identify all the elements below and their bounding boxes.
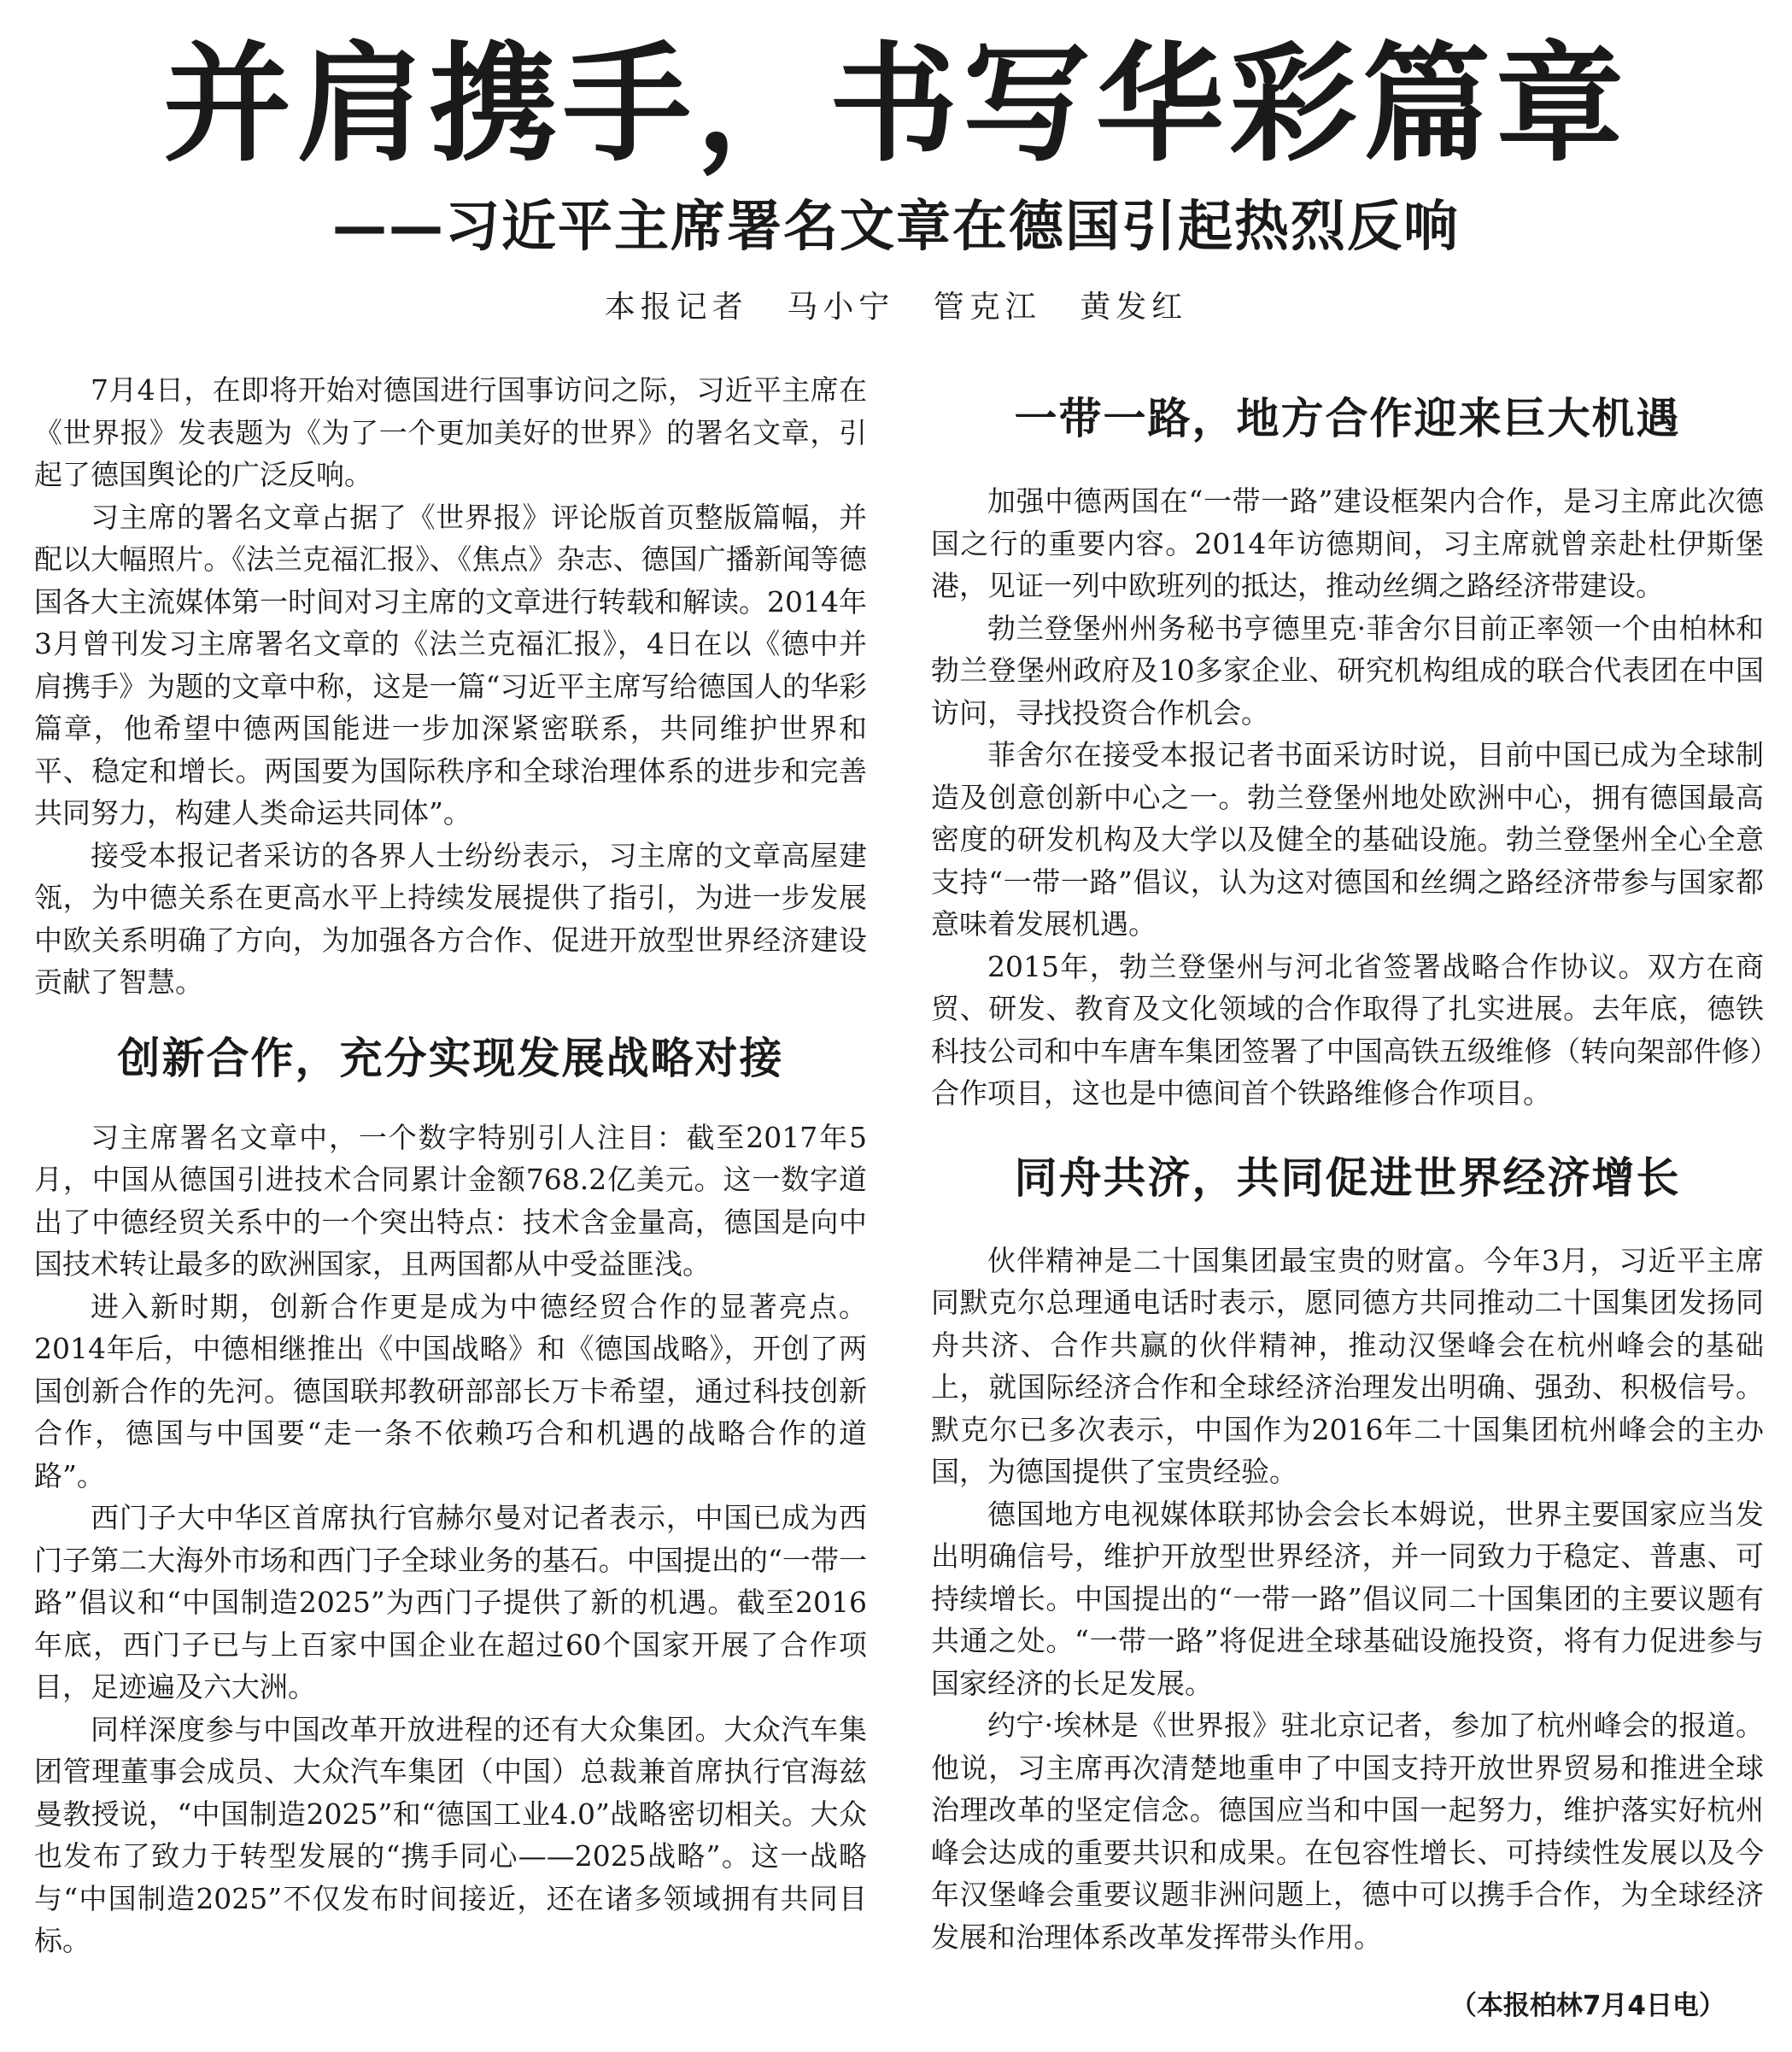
intro-paragraph: 7月4日，在即将开始对德国进行国事访问之际，习近平主席在《世界报》发表题为《为了一个更加美好的世界》的署名文章，引起了德国舆论的广泛反响。: [34, 373, 867, 491]
byline: [0, 286, 1792, 329]
body-paragraph: 习主席署名文章中，一个数字特别引人注目：截至2017年5月，中国从德国引进技术合同累计金额768.2亿美元。这一数字道出了中德经贸关系中的一个突出特点：技术含金量高，德国是向中国技术转让最多的欧洲国家，且两国都从中受益匪浅。: [34, 1120, 867, 1281]
headline: 并肩携手，书写华彩篇章: [162, 31, 1629, 179]
body-paragraph: 同样深度参与中国改革开放进程的还有大众集团。大众汽车集团管理董事会成员、大众汽车集团（中国）总裁兼首席执行官海兹曼教授说，“中国制造2025”和“德国工业4.0”战略密切相关。大众也发布了致力于转型发展的“携手同心——2025战略”。这一战略与“中国制造2025”不仅发布时间接近，还在诸多领域拥有共同目标。: [34, 1712, 867, 1957]
body-paragraph: 约宁·埃林是《世界报》驻北京记者，参加了杭州峰会的报道。他说，习主席再次清楚地重申了中国支持开放世界贸易和推进全球治理改革的坚定信念。德国应当和中国一起努力，维护落实好杭州峰会达成的重要共识和成果。在包容性增长、可持续性发展以及今年汉堡峰会重要议题非洲问题上，德中可以携手合作，为全球经济发展和治理体系改革发挥带头作用。: [931, 1709, 1764, 1954]
section-heading: 一带一路，地方合作迎来巨大机遇: [1014, 394, 1681, 443]
section-heading: 同舟共济，共同促进世界经济增长: [1014, 1152, 1681, 1203]
body-paragraph: 勃兰登堡州州务秘书亨德里克·菲舍尔目前正率领一个由柏林和勃兰登堡州政府及10多家企业、研究机构组成的联合代表团在中国访问，寻找投资合作机会。: [931, 611, 1764, 730]
body-paragraph: 德国地方电视媒体联邦协会会长本姆说，世界主要国家应当发出明确信号，维护开放型世界经济，并一同致力于稳定、普惠、可持续增长。中国提出的“一带一路”倡议同二十国集团的主要议题有共通之处。“一带一路”将促进全球基础设施投资，将有力促进参与国家经济的长足发展。: [931, 1497, 1764, 1700]
byline-prefix: 本报记者: [604, 290, 748, 325]
dateline: （本报柏林7月4日电）: [1449, 1990, 1725, 2021]
body-paragraph: 西门子大中华区首席执行官赫尔曼对记者表示，中国已成为西门子第二大海外市场和西门子全球业务的基石。中国提出的“一带一路”倡议和“中国制造2025”为西门子提供了新的机遇。截至2016年底，西门子已与上百家中国企业在超过60个国家开展了合作项目，足迹遍及六大洲。: [34, 1501, 867, 1703]
section-heading: 创新合作，充分实现发展战略对接: [117, 1033, 784, 1083]
body-paragraph: 进入新时期，创新合作更是成为中德经贸合作的显著亮点。2014年后，中德相继推出《中国战略》和《德国战略》，开创了两国创新合作的先河。德国联邦教研部部长万卡希望，通过科技创新合作，德国与中国要“走一条不依赖巧合和机遇的战略合作的道路”。: [34, 1289, 867, 1492]
body-paragraph: 伙伴精神是二十国集团最宝贵的财富。今年3月，习近平主席同默克尔总理通电话时表示，愿同德方共同推动二十国集团发扬同舟共济、合作共赢的伙伴精神，推动汉堡峰会在杭州峰会的基础上，就国际经济合作和全球经济治理发出明确、强劲、积极信号。默克尔已多次表示，中国作为2016年二十国集团杭州峰会的主办国，为德国提供了宝贵经验。: [931, 1243, 1764, 1488]
body-paragraph: 菲舍尔在接受本报记者书面采访时说，目前中国已成为全球制造及创意创新中心之一。勃兰登堡州地处欧洲中心，拥有德国最高密度的研发机构及大学以及健全的基础设施。勃兰登堡州全心全意支持“一带一路”倡议，认为这对德国和丝绸之路经济带参与国家都意味着发展机遇。: [931, 738, 1764, 941]
right-column: [931, 386, 1764, 2052]
byline-author: 管克江: [933, 290, 1041, 325]
byline-author: 马小宁: [787, 290, 895, 325]
intro-paragraph: 习主席的署名文章占据了《世界报》评论版首页整版篇幅，并配以大幅照片。《法兰克福汇报》、《焦点》杂志、德国广播新闻等德国各大主流媒体第一时间对习主席的文章进行转载和解读。2014年3月曾刊发习主席署名文章的《法兰克福汇报》，4日在以《德中并肩携手》为题的文章中称，这是一篇“习近平主席写给德国人的华彩篇章，他希望中德两国能进一步加深紧密联系，共同维护世界和平、稳定和增长。两国要为国际秩序和全球治理体系的进步和完善共同努力，构建人类命运共同体”。: [34, 500, 867, 830]
left-column: [34, 369, 867, 2035]
subheadline: ——习近平主席署名文章在德国引起热烈反响: [332, 196, 1460, 259]
intro-paragraph: 接受本报记者采访的各界人士纷纷表示，习主席的文章高屋建瓴，为中德关系在更高水平上持续发展提供了指引，为进一步发展中欧关系明确了方向，为加强各方合作、促进开放型世界经济建设贡献了智慧。: [34, 838, 867, 999]
byline-author: 黄发红: [1080, 290, 1188, 325]
body-paragraph: 加强中德两国在“一带一路”建设框架内合作，是习主席此次德国之行的重要内容。2014年访德期间，习主席就曾亲赴杜伊斯堡港，见证一列中欧班列的抵达，推动丝绸之路经济带建设。: [931, 484, 1764, 602]
body-paragraph: 2015年，勃兰登堡州与河北省签署战略合作协议。双方在商贸、研发、教育及文化领域的合作取得了扎实进展。去年底，德铁科技公司和中车唐车集团签署了中国高铁五级维修（转向架部件修）合作项目，这也是中德间首个铁路维修合作项目。: [931, 949, 1764, 1110]
